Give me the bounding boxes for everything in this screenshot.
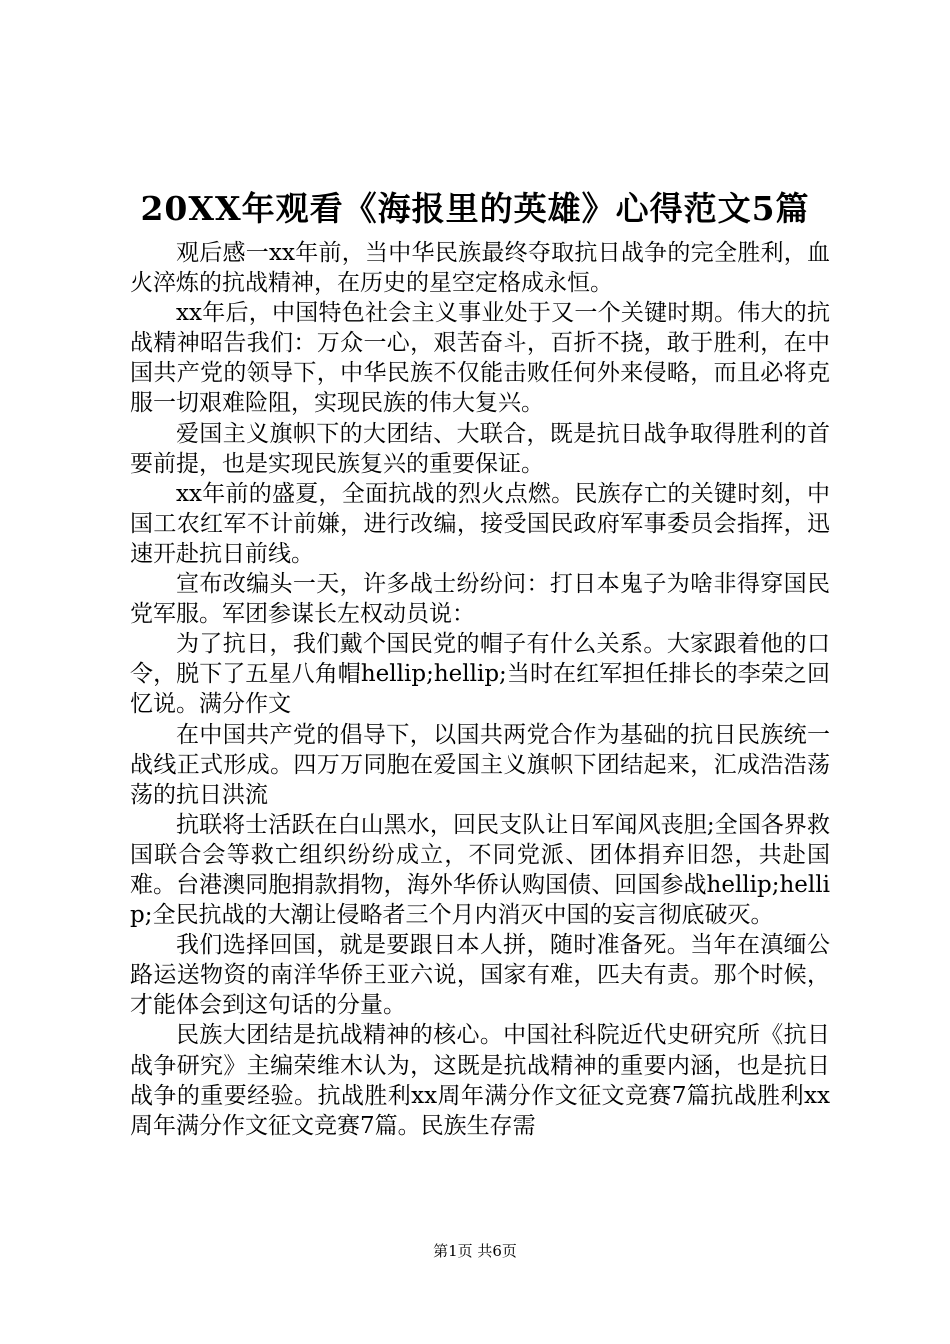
document-title: 20XX年观看《海报里的英雄》心得范文5篇 bbox=[140, 189, 810, 228]
paragraph-2: xx年后，中国特色社会主义事业处于又一个关键时期。伟大的抗战精神昭告我们：万众一心，艰苦奋斗，百折不挠，敢于胜利，在中国共产党的领导下，中华民族不仅能击败任何外来侵略，而且必将克服一切艰难险阻，实现民族的伟大复兴。 bbox=[130, 300, 830, 417]
paragraph-3: 爱国主义旗帜下的大团结、大联合，既是抗日战争取得胜利的首要前提，也是实现民族复兴的重要保证。 bbox=[130, 420, 830, 477]
paragraph-8: 抗联将士活跃在白山黑水，回民支队让日军闻风丧胆;全国各界救国联合会等救亡组织纷纷成立，不同党派、团体捐弃旧怨，共赴国难。台港澳同胞捐款捐物，海外华侨认购国债、回国参战hellip;hellip;全民抗战的大潮让侵略者三个月内消灭中国的妄言彻底破灭。 bbox=[130, 811, 830, 929]
paragraph-9: 我们选择回国，就是要跟日本人拼，随时准备死。当年在滇缅公路运送物资的南洋华侨王亚六说，国家有难，匹夫有责。那个时候，才能体会到这句话的分量。 bbox=[130, 932, 830, 1019]
paragraph-4: xx年前的盛夏，全面抗战的烈火点燃。民族存亡的关键时刻，中国工农红军不计前嫌，进行改编，接受国民政府军事委员会指挥，迅速开赴抗日前线。 bbox=[130, 480, 830, 567]
document-body bbox=[130, 238, 830, 1141]
paragraph-6: 为了抗日，我们戴个国民党的帽子有什么关系。大家跟着他的口令，脱下了五星八角帽hellip;hellip;当时在红军担任排长的李荣之回忆说。满分作文 bbox=[130, 631, 830, 718]
paragraph-7: 在中国共产党的倡导下，以国共两党合作为基础的抗日民族统一战线正式形成。四万万同胞在爱国主义旗帜下团结起来，汇成浩浩荡荡的抗日洪流 bbox=[130, 721, 830, 808]
paragraph-1: 观后感一xx年前，当中华民族最终夺取抗日战争的完全胜利，血火淬炼的抗战精神，在历史的星空定格成永恒。 bbox=[130, 240, 830, 297]
page-number-footer: 第1页 共6页 bbox=[433, 1242, 517, 1260]
paragraph-10: 民族大团结是抗战精神的核心。中国社科院近代史研究所《抗日战争研究》主编荣维木认为，这既是抗战精神的重要内涵，也是抗日战争的重要经验。抗战胜利xx周年满分作文征文竞赛7篇抗战胜利xx周年满分作文征文竞赛7篇。民族生存需 bbox=[130, 1022, 830, 1139]
paragraph-5: 宣布改编头一天，许多战士纷纷问：打日本鬼子为啥非得穿国民党军服。军团参谋长左权动员说： bbox=[130, 571, 830, 628]
